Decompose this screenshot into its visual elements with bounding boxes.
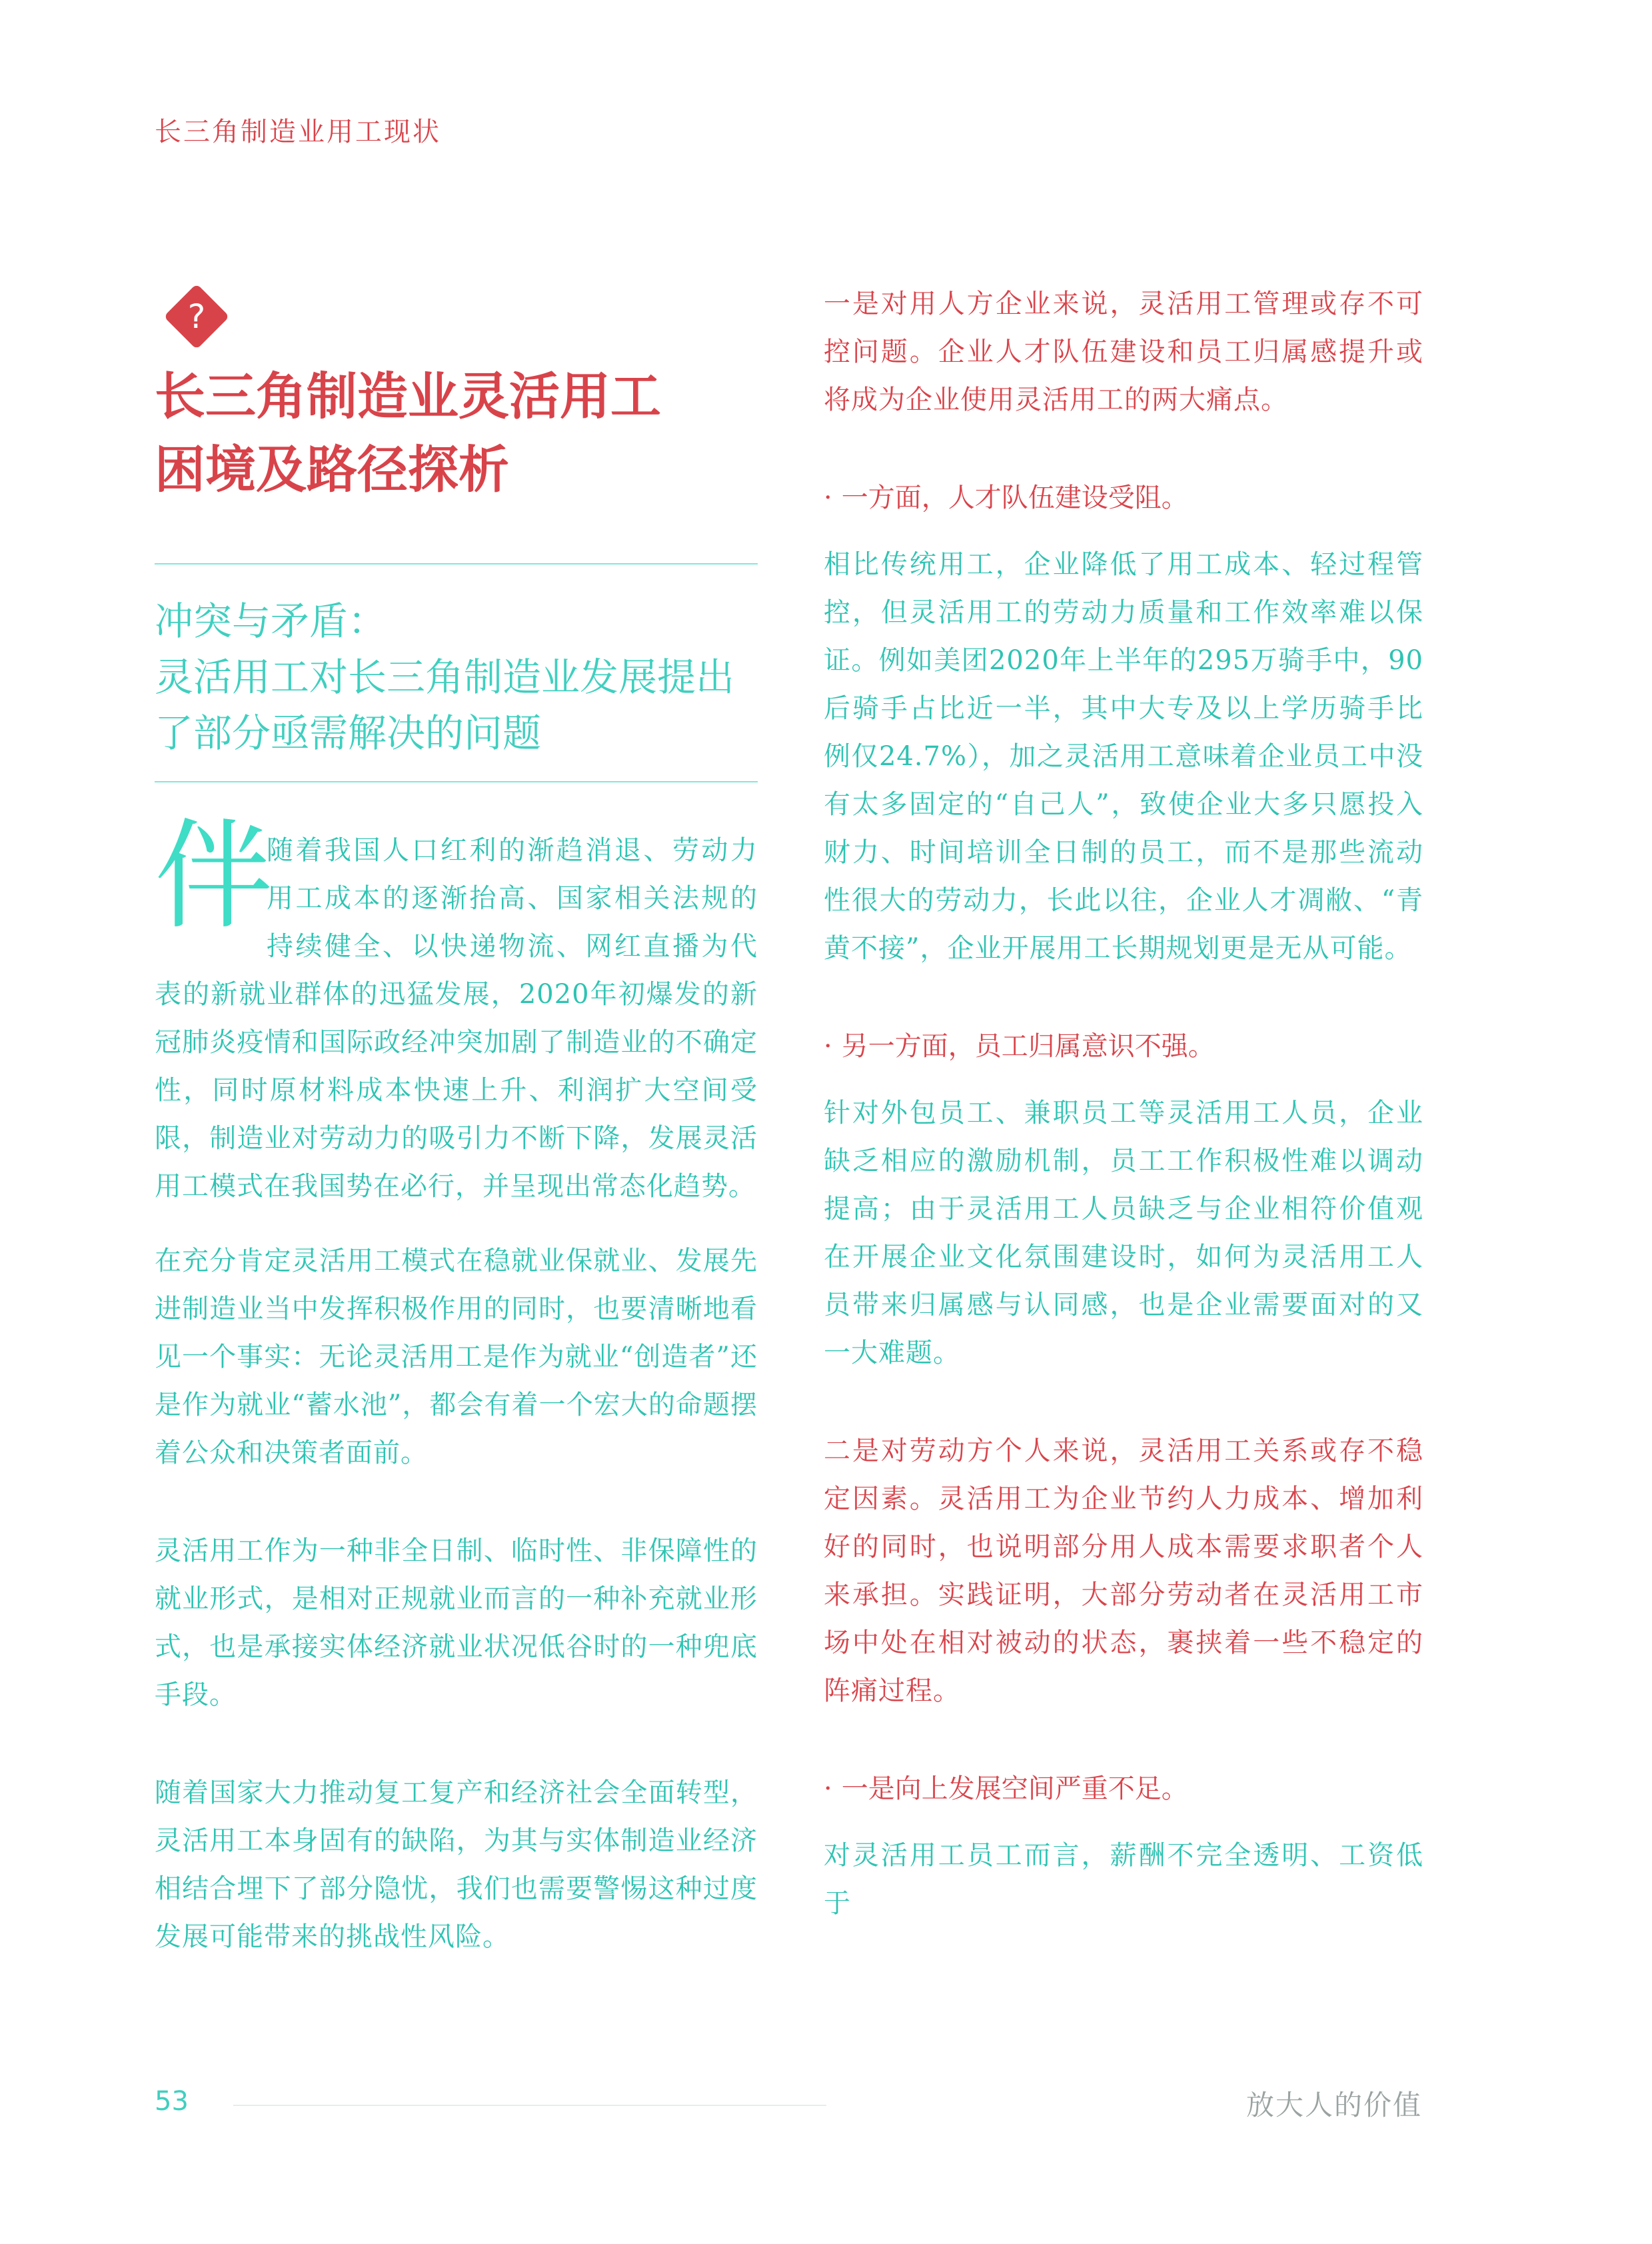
divider-top — [155, 563, 758, 564]
bullet-1: · 一方面，人才队伍建设受阻。 — [824, 474, 1423, 522]
paragraph-right-3: 针对外包员工、兼职员工等灵活用工人员，企业缺乏相应的激励机制，员工工作积极性难以调动提高；由于灵活用工人员缺乏与企业相符价值观在开展企业文化氛围建设时，如何为灵活用工人员带来归属感与认同感，也是企业需要面对的又一大难题。 — [824, 1098, 1423, 1368]
subtitle-line-3: 了部分亟需解决的问题 — [155, 710, 542, 756]
paragraph-right-1: 一是对用人方企业来说，灵活用工管理或存不可控问题。企业人才队伍建设和员工归属感提升或将成为企业使用灵活用工的两大痛点。 — [824, 289, 1423, 415]
bullet-3: · 一是向上发展空间严重不足。 — [824, 1765, 1423, 1813]
paragraph-right-5: 对灵活用工员工而言，薪酬不完全透明、工资低于 — [824, 1840, 1423, 1919]
footer-divider — [233, 2105, 826, 2106]
question-icon: ? — [164, 284, 230, 350]
subtitle-line-1: 冲突与矛盾： — [155, 598, 387, 644]
paragraph-left-1: 伴 随着我国人口红利的渐趋消退、劳动力用工成本的逐渐抬高、国家相关法规的持续健全、以快递物流、网红直播为代表的新就业群体的迅猛发展，2020年初爆发的新冠肺炎疫情和国际政经冲突加剧了制造业的不确定性，同时原材料成本快速上升、利润扩大空间受限，制造业对劳动力的吸引力不断下降，发展灵活用工模式在我国势在必行，并呈现出常态化趋势。 — [155, 807, 758, 1202]
subtitle — [155, 593, 768, 761]
bullet-2: · 另一方面，员工归属意识不强。 — [824, 1022, 1423, 1070]
title-line-2: 困境及路径探析 — [155, 440, 509, 499]
paragraph-left-3: 灵活用工作为一种非全日制、临时性、非保障性的就业形式，是相对正规就业而言的一种补充就业形式，也是承接实体经济就业状况低谷时的一种兜底手段。 — [155, 1536, 758, 1710]
page-title — [155, 360, 754, 507]
drop-cap: 伴 — [155, 807, 274, 945]
section-label: 长三角制造业用工现状 — [155, 117, 441, 147]
subtitle-line-2: 灵活用工对长三角制造业发展提出 — [155, 654, 735, 700]
paragraph-left-2: 在充分肯定灵活用工模式在稳就业保就业、发展先进制造业当中发挥积极作用的同时，也要清晰地看见一个事实：无论灵活用工是作为就业“创造者”还是作为就业“蓄水池”，都会有着一个宏大的命题摆着公众和决策者面前。 — [155, 1246, 758, 1468]
title-line-1: 长三角制造业灵活用工 — [155, 367, 661, 426]
left-column — [155, 807, 758, 1987]
paragraph-right-2: 相比传统用工，企业降低了用工成本、轻过程管控，但灵活用工的劳动力质量和工作效率难以保证。例如美团2020年上半年的295万骑手中，90后骑手占比近一半，其中大专及以上学历骑手比例仅24.7%），加之灵活用工意味着企业员工中没有太多固定的“自己人”，致使企业大多只愿投入财力、时间培训全日制的员工，而不是那些流动性很大的劳动力，长此以往，企业人才凋敝、“青黄不接”，企业开展用工长期规划更是无从可能。 — [824, 549, 1423, 964]
right-column — [824, 280, 1423, 1954]
paragraph-left-4: 随着国家大力推动复工复产和经济社会全面转型，灵活用工本身固有的缺陷，为其与实体制造业经济相结合埋下了部分隐忧，我们也需要警惕这种过度发展可能带来的挑战性风险。 — [155, 1777, 758, 1952]
footer-tagline: 放大人的价值 — [1246, 2089, 1423, 2121]
paragraph-right-4: 二是对劳动方个人来说，灵活用工关系或存不稳定因素。灵活用工为企业节约人力成本、增加利好的同时，也说明部分用人成本需要求职者个人来承担。实践证明，大部分劳动者在灵活用工市场中处在相对被动的状态，裹挟着一些不稳定的阵痛过程。 — [824, 1436, 1423, 1706]
divider-bottom — [155, 781, 758, 782]
page-number: 53 — [155, 2086, 189, 2117]
